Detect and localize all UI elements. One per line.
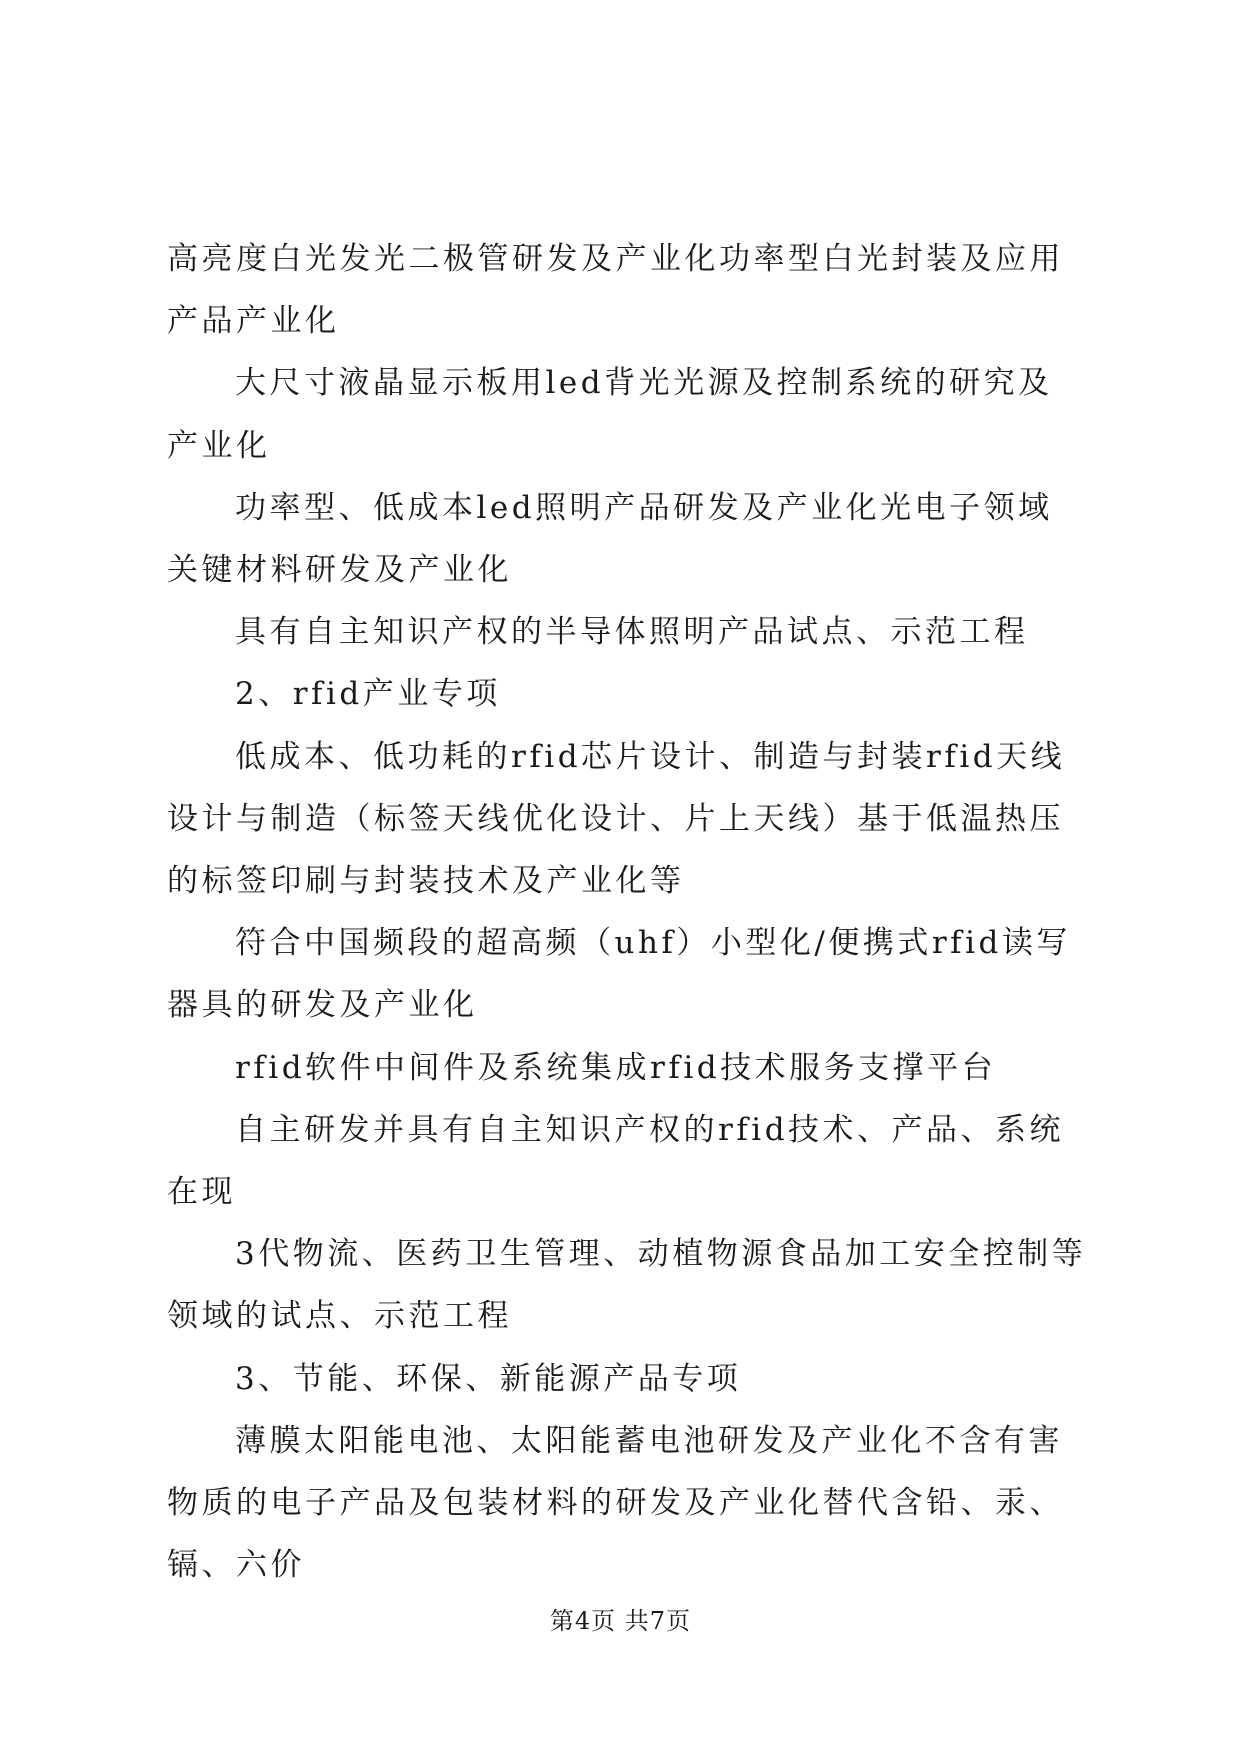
section-heading-energy: 3、节能、环保、新能源产品专项 <box>235 1360 742 1397</box>
paragraph-rfid-middleware: rfid软件中间件及系统集成rfid技术服务支撑平台 <box>235 1049 997 1086</box>
paragraph-led-lighting: 功率型、低成本led照明产品研发及产业化光电子领域关键材料研发及产业化 <box>167 489 1053 589</box>
paragraph-rfid-ip: 自主研发并具有自主知识产权的rfid技术、产品、系统在现 <box>167 1111 1065 1211</box>
page-number-footer: 第4页 共7页 <box>549 1607 692 1635</box>
paragraph-lcd-backlight: 大尺寸液晶显示板用led背光光源及控制系统的研究及产业化 <box>167 365 1053 464</box>
paragraph-logistics-demo: 3代物流、医药卫生管理、动植物源食品加工安全控制等领域的试点、示范工程 <box>167 1236 1087 1335</box>
paragraph-rfid-chip: 低成本、低功耗的rfid芯片设计、制造与封装rfid天线设计与制造（标签天线优化设计、片上天线）基于低温热压的标签印刷与封装技术及产业化等 <box>167 738 1066 900</box>
paragraph-led-white-light: 高亮度白光发光二极管研发及产业化功率型白光封装及应用产品产业化 <box>167 241 1064 340</box>
document-body <box>167 228 1087 1596</box>
paragraph-semiconductor-demo: 具有自主知识产权的半导体照明产品试点、示范工程 <box>235 614 1029 651</box>
section-heading-rfid: 2、rfid产业专项 <box>235 676 501 713</box>
paragraph-rfid-reader: 符合中国频段的超高频（uhf）小型化/便携式rfid读写器具的研发及产业化 <box>167 925 1071 1024</box>
paragraph-solar-battery: 薄膜太阳能电池、太阳能蓄电池研发及产业化不含有害物质的电子产品及包装材料的研发及产业化替代含铅、汞、镉、六价 <box>167 1422 1064 1584</box>
